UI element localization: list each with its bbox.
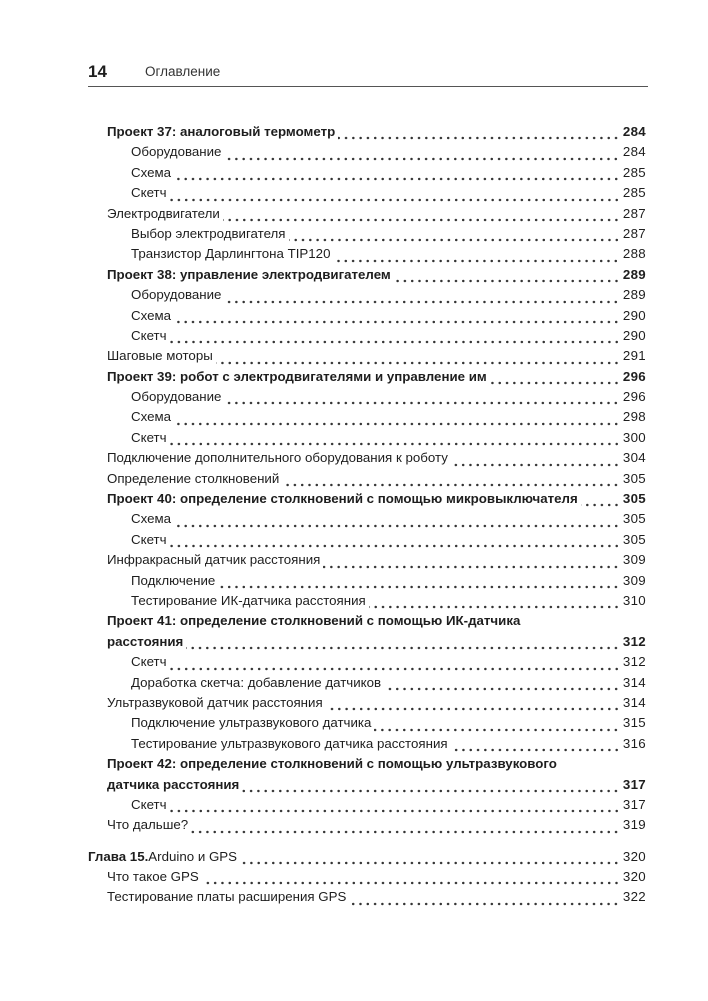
toc-entry[interactable]	[88, 367, 646, 387]
toc-page-number: 291	[622, 348, 646, 364]
toc-page-number: 316	[622, 735, 646, 751]
toc-entry-text: Что дальше?	[107, 817, 189, 833]
toc-entry[interactable]	[88, 407, 646, 427]
table-of-contents	[88, 122, 646, 908]
toc-entry[interactable]	[88, 387, 646, 407]
dot-leader	[170, 326, 620, 346]
toc-entry-text: Подключение дополнительного оборудования к роботу	[107, 450, 448, 466]
toc-page-number: 320	[622, 848, 646, 864]
toc-entry-text: Тестирование ультразвукового датчика расстояния	[131, 735, 448, 751]
chapter-title: Arduino и GPS	[148, 848, 238, 864]
toc-page-number: 296	[622, 389, 646, 405]
dot-leader	[581, 489, 620, 509]
toc-page-number: 305	[622, 470, 646, 486]
toc-page-number: 312	[622, 633, 646, 649]
toc-entry-text: Схема	[131, 511, 172, 527]
toc-page-number: 289	[622, 266, 646, 282]
toc-entry-text: датчика расстояния	[107, 776, 240, 792]
page-header	[88, 62, 648, 87]
dot-leader	[333, 245, 619, 265]
toc-page-number: 290	[622, 327, 646, 343]
toc-entry[interactable]	[88, 713, 646, 733]
toc-page-number: 314	[622, 674, 646, 690]
toc-entry-text: Схема	[131, 164, 172, 180]
toc-page-number: 309	[622, 552, 646, 568]
dot-leader	[170, 428, 620, 448]
dot-leader	[170, 530, 620, 550]
toc-entry-text: Проект 42: определение столкновений с помощью ультразвукового	[107, 756, 557, 772]
toc-entry-text: Выбор электродвигателя	[131, 225, 286, 241]
toc-entry-text: Оборудование	[131, 144, 222, 160]
toc-entry-text: Скетч	[131, 654, 167, 670]
toc-entry[interactable]	[88, 673, 646, 693]
dot-leader	[216, 347, 620, 367]
toc-entry-text: Проект 39: робот с электродвигателями и управление им	[107, 368, 487, 384]
toc-entry-text: Ультразвуковой датчик расстояния	[107, 694, 323, 710]
toc-page-number: 298	[622, 409, 646, 425]
toc-entry-text: Инфракрасный датчик расстояния	[107, 552, 321, 568]
dot-leader	[202, 867, 620, 887]
toc-entry-text: Скетч	[131, 796, 167, 812]
toc-chapter-entry[interactable]	[88, 847, 646, 867]
toc-entry[interactable]	[88, 244, 646, 264]
dot-leader	[218, 571, 620, 591]
dot-leader	[349, 888, 620, 908]
dot-leader	[338, 122, 620, 142]
toc-page-number: 312	[622, 654, 646, 670]
toc-entry-text: Схема	[131, 409, 172, 425]
dot-leader	[369, 591, 620, 611]
toc-page-number: 314	[622, 694, 646, 710]
toc-page-number: 287	[622, 225, 646, 241]
toc-entry[interactable]	[88, 887, 646, 907]
toc-page-number: 285	[622, 185, 646, 201]
dot-leader	[170, 795, 620, 815]
toc-entry[interactable]	[88, 204, 646, 224]
toc-entry[interactable]	[88, 530, 646, 550]
dot-leader	[224, 143, 619, 163]
dot-leader	[191, 816, 620, 836]
toc-entry-text: Проект 40: определение столкновений с помощью микровыключателя	[107, 491, 578, 507]
toc-entry-line[interactable]	[88, 754, 646, 774]
toc-entry-text: Проект 37: аналоговый термометр	[107, 124, 336, 139]
toc-entry-text: Подключение ультразвукового датчика	[131, 715, 372, 731]
toc-page-number: 322	[622, 889, 646, 905]
toc-entry-text: Оборудование	[131, 389, 222, 405]
toc-entry[interactable]	[88, 693, 646, 713]
dot-leader	[394, 265, 620, 285]
toc-page-number: 289	[622, 287, 646, 303]
toc-page-number: 300	[622, 429, 646, 445]
toc-entry-text: Проект 41: определение столкновений с помощью ИК-датчика	[107, 613, 521, 629]
toc-entry-text: Что такое GPS	[107, 869, 199, 885]
dot-leader	[384, 673, 620, 693]
dot-leader	[451, 734, 620, 754]
spacer	[88, 836, 646, 847]
toc-page-number: 305	[622, 511, 646, 527]
toc-entry-text: Шаговые моторы	[107, 348, 213, 364]
toc-entry-text: Определение столкновений	[107, 470, 280, 486]
toc-entry-text: Оборудование	[131, 287, 222, 303]
toc-entry[interactable]	[88, 652, 646, 672]
toc-entry[interactable]	[88, 428, 646, 448]
toc-entry[interactable]	[88, 509, 646, 529]
running-title: Оглавление	[145, 64, 221, 79]
toc-entry-text: Скетч	[131, 531, 167, 547]
toc-entry-text: Тестирование ИК-датчика расстояния	[131, 592, 366, 608]
toc-entry[interactable]	[88, 591, 646, 611]
toc-page-number: 317	[622, 776, 646, 792]
dot-leader	[289, 224, 620, 244]
toc-page-number: 305	[622, 531, 646, 547]
toc-entry[interactable]	[88, 867, 646, 887]
dot-leader	[224, 387, 619, 407]
toc-entry-text: Скетч	[131, 327, 167, 343]
dot-leader	[174, 408, 620, 428]
toc-page-number: 317	[622, 796, 646, 812]
chapter-label: Глава 15.	[88, 848, 149, 864]
toc-entry-line[interactable]	[88, 611, 646, 631]
toc-entry[interactable]	[88, 306, 646, 326]
toc-page-number: 304	[622, 450, 646, 466]
toc-page-number: 315	[622, 715, 646, 731]
dot-leader	[223, 204, 620, 224]
toc-page-number: 285	[622, 164, 646, 180]
toc-page-number: 284	[622, 144, 646, 160]
toc-entry[interactable]	[88, 550, 646, 570]
toc-entry[interactable]	[88, 632, 646, 652]
toc-page-number: 319	[622, 817, 646, 833]
toc-entry-text: Тестирование платы расширения GPS	[107, 889, 347, 905]
dot-leader	[240, 847, 620, 867]
toc-entry[interactable]	[88, 122, 646, 142]
toc-page-number: 309	[622, 572, 646, 588]
toc-entry[interactable]	[88, 795, 646, 815]
toc-entry[interactable]	[88, 775, 646, 795]
toc-page-number: 287	[622, 205, 646, 221]
toc-entry[interactable]	[88, 346, 646, 366]
toc-entry[interactable]	[88, 163, 646, 183]
toc-entry-text: Транзистор Дарлингтона TIP120	[131, 246, 331, 262]
toc-page-number: 284	[622, 124, 646, 139]
dot-leader	[451, 449, 620, 469]
toc-entry[interactable]	[88, 448, 646, 468]
toc-entry-text: Схема	[131, 307, 172, 323]
toc-entry-text: расстояния	[107, 633, 184, 649]
toc-entry[interactable]	[88, 571, 646, 591]
dot-leader	[186, 632, 620, 652]
dot-leader	[323, 551, 620, 571]
toc-entry[interactable]	[88, 142, 646, 162]
toc-entry-text: Электродвигатели	[107, 205, 220, 221]
dot-leader	[174, 163, 620, 183]
toc-page-number: 288	[622, 246, 646, 262]
toc-entry[interactable]	[88, 815, 646, 835]
toc-page-number: 296	[622, 368, 646, 384]
page-number: 14	[88, 62, 107, 81]
toc-entry[interactable]	[88, 224, 646, 244]
dot-leader	[374, 714, 620, 734]
dot-leader	[282, 469, 620, 489]
toc-entry-text: Скетч	[131, 429, 167, 445]
toc-entry[interactable]	[88, 265, 646, 285]
toc-entry-text: Проект 38: управление электродвигателем	[107, 266, 391, 282]
toc-entry[interactable]	[88, 326, 646, 346]
dot-leader	[170, 653, 620, 673]
toc-entry[interactable]	[88, 183, 646, 203]
toc-entry[interactable]	[88, 285, 646, 305]
toc-page-number: 290	[622, 307, 646, 323]
dot-leader	[242, 775, 620, 795]
toc-entry[interactable]	[88, 734, 646, 754]
dot-leader	[326, 693, 620, 713]
toc-entry[interactable]	[88, 469, 646, 489]
toc-page-number: 305	[622, 491, 646, 507]
toc-entry-text: Скетч	[131, 185, 167, 201]
toc-entry-text: Подключение	[131, 572, 216, 588]
dot-leader	[170, 184, 620, 204]
toc-entry[interactable]	[88, 489, 646, 509]
dot-leader	[174, 510, 620, 530]
toc-page-number: 320	[622, 869, 646, 885]
dot-leader	[174, 306, 620, 326]
dot-leader	[490, 367, 620, 387]
dot-leader	[224, 286, 619, 306]
toc-page-number: 310	[622, 592, 646, 608]
toc-entry-text: Доработка скетча: добавление датчиков	[131, 674, 382, 690]
